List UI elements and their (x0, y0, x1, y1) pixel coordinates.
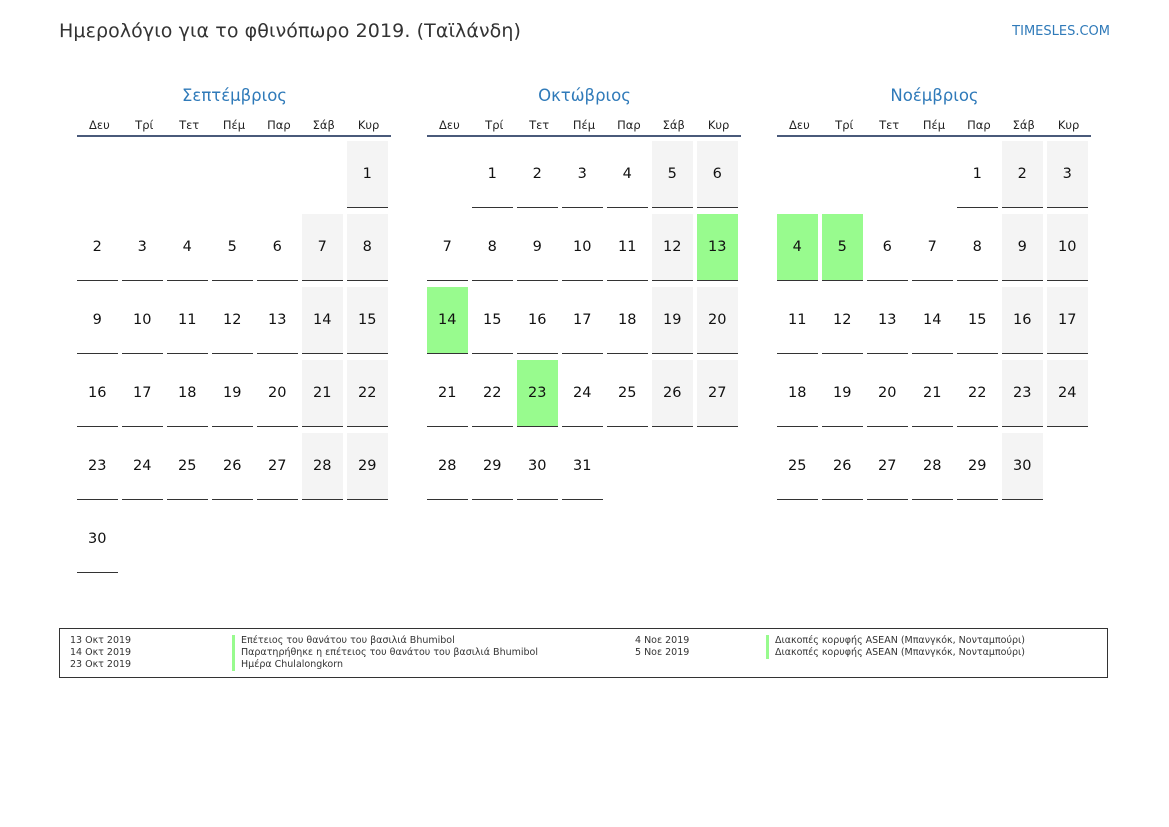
empty-cell (257, 506, 298, 573)
day-cell[interactable]: 29 (472, 433, 513, 500)
weekday-label: Σάβ (1012, 118, 1035, 132)
day-cell[interactable]: 25 (607, 360, 648, 427)
day-cell[interactable]: 17 (122, 360, 163, 427)
month-calendar (777, 84, 1092, 506)
day-cell[interactable]: 25 (167, 433, 208, 500)
empty-cell (302, 141, 343, 208)
day-cell[interactable]: 21 (912, 360, 953, 427)
weekday-header (427, 115, 741, 137)
day-cell[interactable]: 8 (347, 214, 388, 281)
month-calendar (77, 84, 392, 579)
day-cell[interactable]: 29 (957, 433, 998, 500)
day-cell[interactable]: 2 (77, 214, 118, 281)
empty-cell (912, 141, 953, 208)
weekday-label: Πέμ (572, 118, 596, 132)
legend-date: 5 Νοε 2019 (635, 647, 690, 658)
day-cell[interactable]: 19 (652, 287, 693, 354)
week-row (427, 360, 742, 433)
day-cell[interactable]: 27 (697, 360, 738, 427)
holiday-day-cell[interactable]: 5 (822, 214, 863, 281)
week-row (777, 433, 1092, 506)
day-cell[interactable]: 16 (77, 360, 118, 427)
day-cell[interactable]: 11 (167, 287, 208, 354)
day-cell[interactable]: 10 (122, 287, 163, 354)
day-cell[interactable]: 1 (957, 141, 998, 208)
day-cell[interactable]: 26 (652, 360, 693, 427)
day-cell[interactable]: 7 (427, 214, 468, 281)
day-cell[interactable]: 20 (257, 360, 298, 427)
day-cell[interactable]: 24 (1047, 360, 1088, 427)
holiday-legend (59, 628, 1108, 678)
day-cell[interactable]: 6 (697, 141, 738, 208)
week-row (77, 506, 392, 579)
site-link[interactable]: TIMESLES.COM (1012, 24, 1110, 39)
day-cell[interactable]: 18 (777, 360, 818, 427)
week-row (77, 360, 392, 433)
empty-cell (167, 506, 208, 573)
day-cell[interactable]: 30 (517, 433, 558, 500)
week-row (77, 287, 392, 360)
weekday-label: Παρ (967, 118, 991, 132)
day-cell[interactable]: 8 (472, 214, 513, 281)
day-cell[interactable]: 31 (562, 433, 603, 500)
empty-cell (212, 506, 253, 573)
day-cell[interactable]: 28 (302, 433, 343, 500)
week-row (777, 360, 1092, 433)
empty-cell (822, 141, 863, 208)
weekday-label: Πέμ (222, 118, 246, 132)
month-name: Σεπτέμβριος (182, 86, 287, 105)
weekday-header (77, 115, 391, 137)
day-cell[interactable]: 6 (867, 214, 908, 281)
day-cell[interactable]: 21 (427, 360, 468, 427)
day-cell[interactable]: 30 (1002, 433, 1043, 500)
day-cell[interactable]: 26 (822, 433, 863, 500)
day-cell[interactable]: 9 (77, 287, 118, 354)
day-cell[interactable]: 5 (652, 141, 693, 208)
empty-cell (607, 433, 648, 500)
empty-cell (1047, 433, 1088, 500)
day-cell[interactable]: 14 (302, 287, 343, 354)
day-cell[interactable]: 7 (912, 214, 953, 281)
week-row (77, 141, 392, 214)
day-cell[interactable]: 19 (822, 360, 863, 427)
day-cell[interactable]: 20 (867, 360, 908, 427)
day-cell[interactable]: 1 (472, 141, 513, 208)
day-cell[interactable]: 8 (957, 214, 998, 281)
day-cell[interactable]: 22 (472, 360, 513, 427)
legend-holiday-name: Παρατηρήθηκε η επέτειος του θανάτου του βασιλιά Bhumibol (232, 647, 538, 659)
weekday-label: Τρί (835, 118, 854, 132)
page-title: Ημερολόγιο για το φθινόπωρο 2019. (Ταϊλάνδη) (59, 20, 522, 42)
empty-cell (212, 141, 253, 208)
empty-cell (257, 141, 298, 208)
weekday-label: Τετ (529, 118, 550, 132)
holiday-day-cell[interactable]: 13 (697, 214, 738, 281)
day-cell[interactable]: 22 (347, 360, 388, 427)
day-cell[interactable]: 26 (212, 433, 253, 500)
month-name: Νοέμβριος (890, 86, 979, 105)
week-row (427, 214, 742, 287)
day-cell[interactable]: 11 (777, 287, 818, 354)
weekday-label: Σάβ (662, 118, 685, 132)
day-cell[interactable]: 25 (777, 433, 818, 500)
week-row (777, 214, 1092, 287)
legend-holiday-name: Ημέρα Chulalongkorn (232, 659, 343, 671)
empty-cell (347, 506, 388, 573)
legend-date: 23 Οκτ 2019 (70, 659, 132, 670)
week-row (427, 287, 742, 360)
day-cell[interactable]: 22 (957, 360, 998, 427)
empty-cell (77, 141, 118, 208)
day-cell[interactable]: 10 (1047, 214, 1088, 281)
day-cell[interactable]: 3 (122, 214, 163, 281)
week-row (77, 433, 392, 506)
weekday-label: Δευ (439, 118, 460, 132)
day-cell[interactable]: 5 (212, 214, 253, 281)
day-cell[interactable]: 29 (347, 433, 388, 500)
weekday-label: Κυρ (707, 118, 730, 132)
weekday-label: Τρί (485, 118, 504, 132)
day-cell[interactable]: 30 (77, 506, 118, 573)
day-cell[interactable]: 12 (822, 287, 863, 354)
day-cell[interactable]: 9 (1002, 214, 1043, 281)
day-cell[interactable]: 11 (607, 214, 648, 281)
day-cell[interactable]: 24 (122, 433, 163, 500)
day-cell[interactable]: 28 (912, 433, 953, 500)
day-cell[interactable]: 27 (257, 433, 298, 500)
day-cell[interactable]: 15 (957, 287, 998, 354)
legend-date: 14 Οκτ 2019 (70, 647, 132, 658)
day-cell[interactable]: 24 (562, 360, 603, 427)
day-cell[interactable]: 18 (607, 287, 648, 354)
day-cell[interactable]: 16 (517, 287, 558, 354)
day-cell[interactable]: 27 (867, 433, 908, 500)
weekday-label: Κυρ (1057, 118, 1080, 132)
legend-date: 13 Οκτ 2019 (70, 635, 132, 646)
month-calendar (427, 84, 742, 506)
day-cell[interactable]: 23 (1002, 360, 1043, 427)
weekday-label: Τετ (879, 118, 900, 132)
legend-holiday-name: Διακοπές κορυφής ASEAN (Μπανγκόκ, Νονταμπούρι) (766, 635, 1025, 647)
week-row (777, 287, 1092, 360)
day-cell[interactable]: 28 (427, 433, 468, 500)
day-cell[interactable]: 16 (1002, 287, 1043, 354)
empty-cell (302, 506, 343, 573)
week-row (77, 214, 392, 287)
day-cell[interactable]: 2 (1002, 141, 1043, 208)
weekday-label: Τρί (135, 118, 154, 132)
weekday-label: Κυρ (357, 118, 380, 132)
day-cell[interactable]: 14 (912, 287, 953, 354)
legend-holiday-name: Διακοπές κορυφής ASEAN (Μπανγκόκ, Νονταμπούρι) (766, 647, 1025, 659)
weekday-label: Δευ (789, 118, 810, 132)
day-cell[interactable]: 12 (652, 214, 693, 281)
day-cell[interactable]: 2 (517, 141, 558, 208)
day-cell[interactable]: 7 (302, 214, 343, 281)
day-cell[interactable]: 4 (607, 141, 648, 208)
holiday-day-cell[interactable]: 23 (517, 360, 558, 427)
day-cell[interactable]: 17 (1047, 287, 1088, 354)
day-cell[interactable]: 3 (1047, 141, 1088, 208)
day-cell[interactable]: 13 (867, 287, 908, 354)
legend-date: 4 Νοε 2019 (635, 635, 690, 646)
day-cell[interactable]: 6 (257, 214, 298, 281)
week-row (777, 141, 1092, 214)
weekday-label: Παρ (267, 118, 291, 132)
week-row (427, 141, 742, 214)
empty-cell (427, 141, 468, 208)
day-cell[interactable]: 19 (212, 360, 253, 427)
day-cell[interactable]: 20 (697, 287, 738, 354)
day-cell[interactable]: 23 (77, 433, 118, 500)
holiday-day-cell[interactable]: 4 (777, 214, 818, 281)
day-cell[interactable]: 15 (347, 287, 388, 354)
weekday-label: Παρ (617, 118, 641, 132)
weekday-label: Σάβ (312, 118, 335, 132)
legend-holiday-name: Επέτειος του θανάτου του βασιλιά Bhumibol (232, 635, 455, 647)
day-cell[interactable]: 4 (167, 214, 208, 281)
empty-cell (652, 433, 693, 500)
day-cell[interactable]: 21 (302, 360, 343, 427)
weekday-label: Τετ (179, 118, 200, 132)
weekday-label: Πέμ (922, 118, 946, 132)
week-row (427, 433, 742, 506)
day-cell[interactable]: 9 (517, 214, 558, 281)
day-cell[interactable]: 18 (167, 360, 208, 427)
empty-cell (167, 141, 208, 208)
day-cell[interactable]: 12 (212, 287, 253, 354)
empty-cell (777, 141, 818, 208)
holiday-day-cell[interactable]: 14 (427, 287, 468, 354)
weekday-label: Δευ (89, 118, 110, 132)
day-cell[interactable]: 15 (472, 287, 513, 354)
empty-cell (122, 141, 163, 208)
day-cell[interactable]: 3 (562, 141, 603, 208)
month-name: Οκτώβριος (538, 86, 631, 105)
day-cell[interactable]: 1 (347, 141, 388, 208)
day-cell[interactable]: 17 (562, 287, 603, 354)
empty-cell (122, 506, 163, 573)
day-cell[interactable]: 13 (257, 287, 298, 354)
empty-cell (867, 141, 908, 208)
day-cell[interactable]: 10 (562, 214, 603, 281)
weekday-header (777, 115, 1091, 137)
empty-cell (697, 433, 738, 500)
